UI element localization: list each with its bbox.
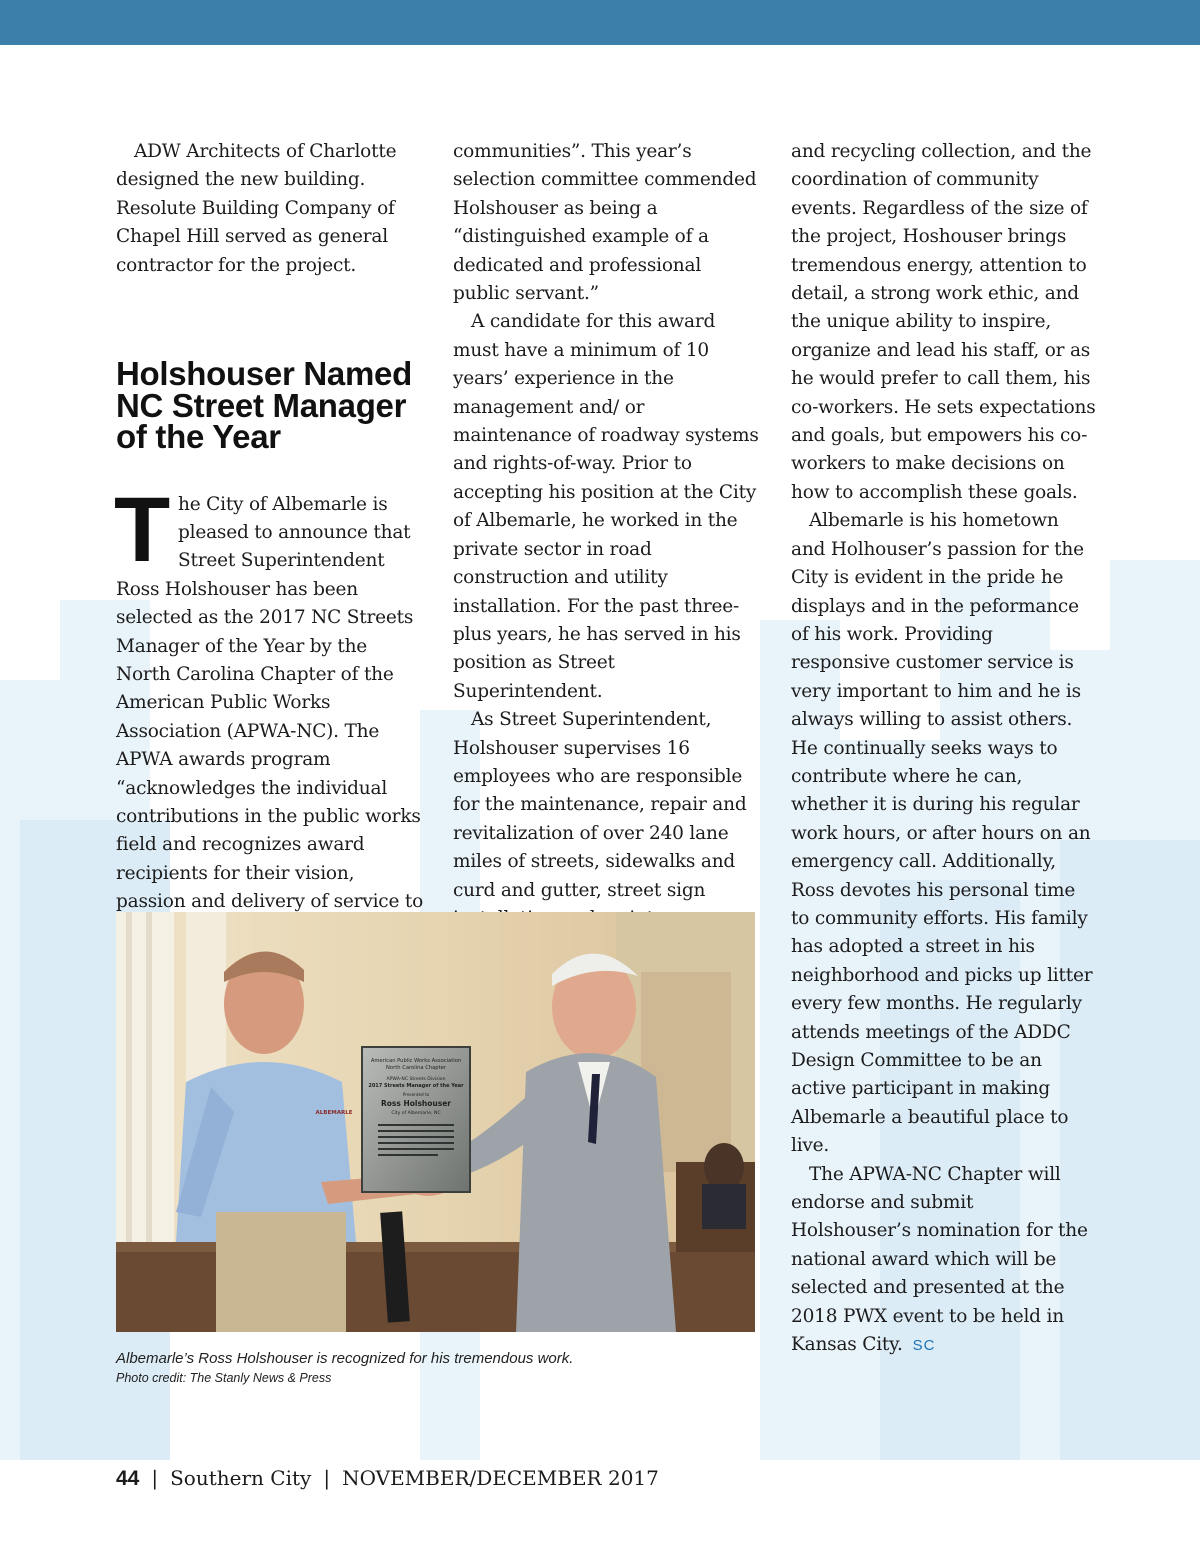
plaque-line: American Public Works Association (370, 1058, 462, 1064)
drop-cap: T (114, 478, 170, 581)
closing-text: The APWA-NC Chapter will endorse and submit Holshouser’s nomination for the national award which will be selected and presented at the 2018 PWX event to be held in Kansas City. (791, 1163, 1088, 1356)
paragraph: As Street Superintendent, Holshouser supervises 16 employees who are responsible for the maintenance, repair and revitalization of over 240 lane miles of streets, sidewalks and curd and gutter, street sign (453, 709, 747, 901)
plaque-line: 2017 Streets Manager of the Year (368, 1083, 464, 1089)
page-footer (116, 1466, 659, 1491)
intro-paragraph: ADW Architects of Charlotte designed the new building. Resolute Building Company of Chapel Hill served as general contractor for the project. (116, 141, 397, 276)
plaque-line: APWA-NC Streets Division (386, 1077, 446, 1082)
shirt-logo: ALBEMARLE (315, 1110, 353, 1116)
lead-paragraph (114, 478, 426, 946)
paragraph: communities”. This year’s selection committee commended Holshouser as being a “distinguished example of a dedicated and professional public servant.” (453, 141, 757, 305)
page-number: 44 (116, 1467, 140, 1490)
issue-date: NOVEMBER/DECEMBER 2017 (342, 1466, 659, 1490)
paragraph: Albemarle is his hometown and Holhouser’s passion for the City is evident in the pride he displays and in the peformance of his work. Providing responsive customer service is very important to him and he is always willing to assist others. He continually seeks ways to contribute where he can, whether it is during his regular work hours, or after hours on an emergency call. Additionally, Ross devotes his personal time to community efforts. His family has adopted a street in his neighborhood and picks up litter every few months. He regularly attends meetings of the ADDC Design Committee to be an active participant in making Albemarle a beautiful place to live. (791, 510, 1093, 1157)
top-color-bar (0, 0, 1200, 45)
plaque-line: Presented to (402, 1092, 430, 1097)
magazine-name: Southern City (170, 1466, 312, 1490)
footer-separator: | (323, 1466, 331, 1490)
award-presentation-photo (116, 912, 755, 1332)
article-headline: Holshouser Named NC Street Manager of the Year (116, 355, 412, 456)
plaque-honoree-name: Ross Holshouser (380, 1099, 452, 1108)
photo-caption (116, 1348, 573, 1387)
paragraph: and recycling collection, and the coordination of community events. Regardless of the size of the project, Hoshouser brings tremendous energy, attention to detail, a strong work ethic, and the unique ability to inspire, organize and lead his staff, or as he would prefer to call them, his co-workers. He sets expectations and goals, but empowers his co-workers to make decisions on how to accomplish these goals. (791, 141, 1096, 503)
article-column-2 (453, 138, 763, 1019)
photo-credit: Photo credit: The Stanly News & Press (116, 1371, 332, 1385)
plaque-city: City of Albemarle, NC (391, 1111, 441, 1116)
end-of-article-mark: SC (912, 1337, 936, 1355)
paragraph (791, 1161, 1096, 1361)
caption-text: Albemarle’s Ross Holshouser is recognized for his tremendous work. (116, 1350, 574, 1367)
paragraph: A candidate for this award must have a minimum of 10 years’ experience in the management and/ or maintenance of roadway systems and rights-of-way. Prior to accepting his position at the City of Albemarle, he worked in the private sector in road construction and utility installation. For the past three-plus years, he has served in his position as Street Superintendent. (453, 311, 759, 702)
article-column-1 (116, 138, 426, 945)
footer-separator: | (151, 1466, 159, 1490)
plaque-line: North Carolina Chapter (386, 1065, 446, 1071)
lead-text: he City of Albemarle is pleased to announce that Street Superintendent Ross Holshouser has been selected as the 2017 NC Streets Manager of the Year by the North Carolina Chapter of the American Public Works Association (APWA-NC). The APWA awards program “acknowledges the individual contributions in the public works field and recognizes award recipients for their vision, passion and delivery of service to (116, 493, 424, 913)
article-column-3 (791, 138, 1096, 1360)
